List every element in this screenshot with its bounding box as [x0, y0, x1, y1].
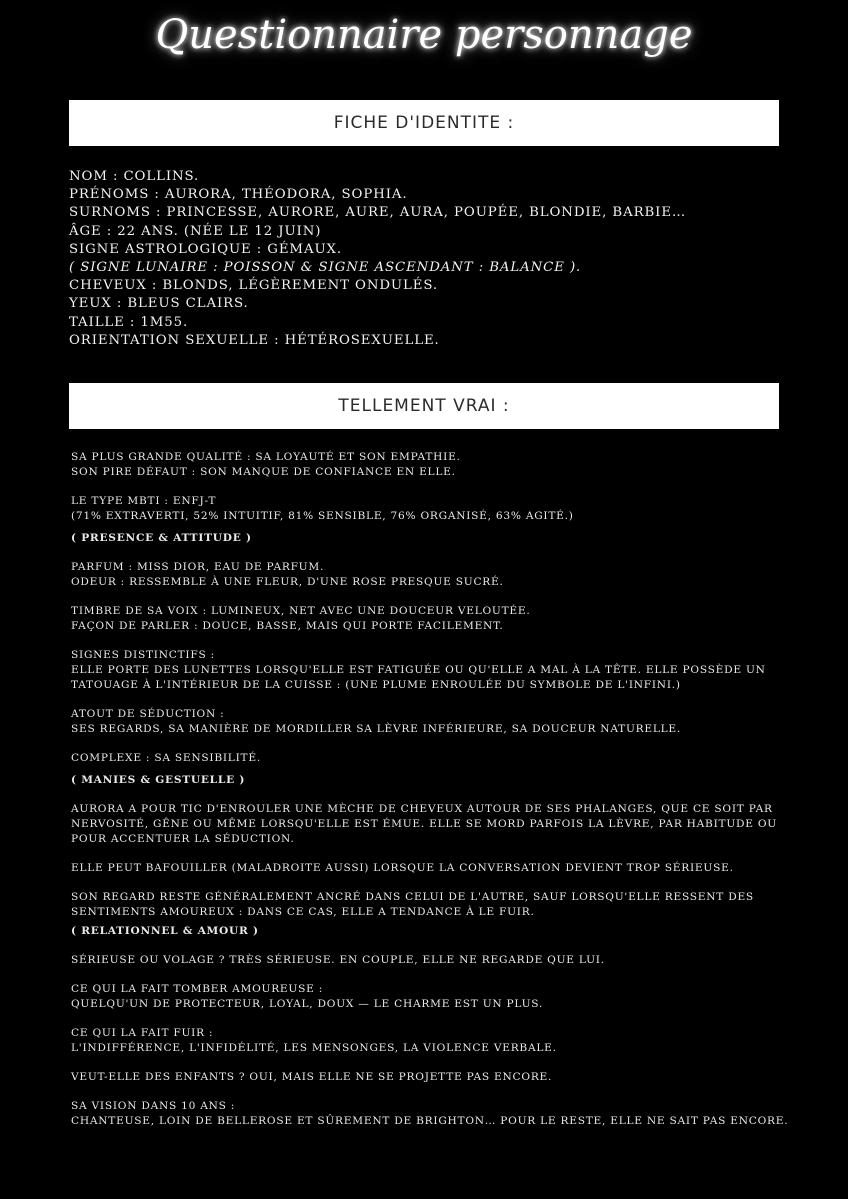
detail-vision: CHANTEUSE, LOIN DE BELLEROSE ET SÛREMENT DE BRIGHTON… POUR LE RESTE, ELLE NE SAIT PAS ENCORE.	[71, 1115, 789, 1127]
identity-age: ÂGE : 22 ANS. (NÉE LE 12 JUIN)	[69, 223, 322, 239]
detail-signes-line-2: TATOUAGE À L'INTÉRIEUR DE LA CUISSE : (UNE PLUME ENROULÉE DU SYMBOLE DE L'INFINI.)	[71, 679, 681, 691]
detail-regard-line-1: SON REGARD RESTE GÉNÉRALEMENT ANCRÉ DANS CELUI DE L'AUTRE, SAUF LORSQU'ELLE RESSENT DES	[71, 891, 754, 903]
heading-relationnel: ( RELATIONNEL & AMOUR )	[71, 925, 259, 937]
detail-tomber-label: CE QUI LA FAIT TOMBER AMOUREUSE :	[71, 983, 324, 995]
detail-defaut: SON PIRE DÉFAUT : SON MANQUE DE CONFIANCE EN ELLE.	[71, 466, 456, 478]
detail-timbre: TIMBRE DE SA VOIX : LUMINEUX, NET AVEC UNE DOUCEUR VELOUTÉE.	[71, 605, 531, 617]
section-banner-identity: FICHE D'IDENTITE :	[69, 100, 779, 146]
identity-signe: SIGNE ASTROLOGIQUE : GÉMAUX.	[69, 241, 343, 257]
detail-facon: FAÇON DE PARLER : DOUCE, BASSE, MAIS QUI PORTE FACILEMENT.	[71, 620, 504, 632]
detail-regard-line-2: SENTIMENTS AMOUREUX : DANS CE CAS, ELLE A TENDANCE À LE FUIR.	[71, 906, 535, 918]
details-block	[71, 450, 791, 1129]
identity-prenoms: PRÉNOMS : AURORA, THÉODORA, SOPHIA.	[69, 187, 408, 203]
detail-mbti-percentages: (71% EXTRAVERTI, 52% INTUITIF, 81% SENSIBLE, 76% ORGANISÉ, 63% AGITÉ.)	[71, 510, 574, 522]
identity-yeux: YEUX : BLEUS CLAIRS.	[69, 296, 249, 312]
detail-complexe: COMPLEXE : SA SENSIBILITÉ.	[71, 752, 261, 764]
heading-presence: ( PRESENCE & ATTITUDE )	[71, 532, 252, 544]
section-banner-tellement-vrai: TELLEMENT VRAI :	[69, 383, 779, 429]
detail-manies-line-1: AURORA A POUR TIC D'ENROULER UNE MÈCHE DE CHEVEUX AUTOUR DE SES PHALANGES, QUE CE SOIT PAR	[71, 803, 773, 815]
detail-atout: SES REGARDS, SA MANIÈRE DE MORDILLER SA LÈVRE INFÉRIEURE, SA DOUCEUR NATURELLE.	[71, 723, 682, 735]
detail-tomber: QUELQU'UN DE PROTECTEUR, LOYAL, DOUX — LE CHARME EST UN PLUS.	[71, 998, 544, 1010]
detail-parfum: PARFUM : MISS DIOR, EAU DE PARFUM.	[71, 561, 325, 573]
detail-signes-label: SIGNES DISTINCTIFS :	[71, 649, 215, 661]
detail-vision-label: SA VISION DANS 10 ANS :	[71, 1100, 236, 1112]
identity-orientation: ORIENTATION SEXUELLE : HÉTÉROSEXUELLE.	[69, 332, 440, 348]
page-title: Questionnaire personnage	[155, 12, 693, 58]
identity-signe-lunaire: ( SIGNE LUNAIRE : POISSON & SIGNE ASCENDANT : BALANCE ).	[69, 260, 582, 276]
detail-enfants: VEUT-ELLE DES ENFANTS ? OUI, MAIS ELLE NE SE PROJETTE PAS ENCORE.	[71, 1071, 553, 1083]
detail-odeur: ODEUR : RESSEMBLE À UNE FLEUR, D'UNE ROSE PRESQUE SUCRÉ.	[71, 576, 504, 588]
detail-serieuse: SÉRIEUSE OU VOLAGE ? TRÈS SÉRIEUSE. EN COUPLE, ELLE NE REGARDE QUE LUI.	[71, 954, 605, 966]
detail-manies-line-2: NERVOSITÉ, GÊNE OU MÊME LORSQU'ELLE EST ÉMUE. ELLE SE MORD PARFOIS LA LÈVRE, PAR HABITUDE OU	[71, 818, 777, 830]
identity-nom: NOM : COLLINS.	[69, 169, 200, 184]
detail-qualite: SA PLUS GRANDE QUALITÉ : SA LOYAUTÉ ET SON EMPATHIE.	[71, 451, 461, 463]
detail-fuir-label: CE QUI LA FAIT FUIR :	[71, 1027, 214, 1039]
identity-block	[69, 168, 789, 350]
detail-signes-line-1: ELLE PORTE DES LUNETTES LORSQU'ELLE EST FATIGUÉE OU QU'ELLE A MAL À LA TÊTE. ELLE POSSÈDE UN	[71, 664, 766, 676]
heading-manies: ( MANIES & GESTUELLE )	[71, 774, 246, 786]
detail-mbti: LE TYPE MBTI : ENFJ-T	[71, 495, 217, 507]
detail-fuir: L'INDIFFÉRENCE, L'INFIDÉLITÉ, LES MENSONGES, LA VIOLENCE VERBALE.	[71, 1042, 557, 1054]
identity-surnoms: SURNOMS : PRINCESSE, AURORE, AURE, AURA, POUPÉE, BLONDIE, BARBIE…	[69, 205, 687, 221]
identity-cheveux: CHEVEUX : BLONDS, LÉGÈREMENT ONDULÉS.	[69, 278, 439, 294]
detail-manies-line-3: POUR ACCENTUER LA SÉDUCTION.	[71, 833, 295, 845]
detail-atout-label: ATOUT DE SÉDUCTION :	[71, 708, 225, 720]
identity-taille: TAILLE : 1M55.	[69, 314, 189, 330]
detail-bafouiller: ELLE PEUT BAFOUILLER (MALADROITE AUSSI) LORSQUE LA CONVERSATION DEVIENT TROP SÉRIEUSE.	[71, 862, 734, 874]
